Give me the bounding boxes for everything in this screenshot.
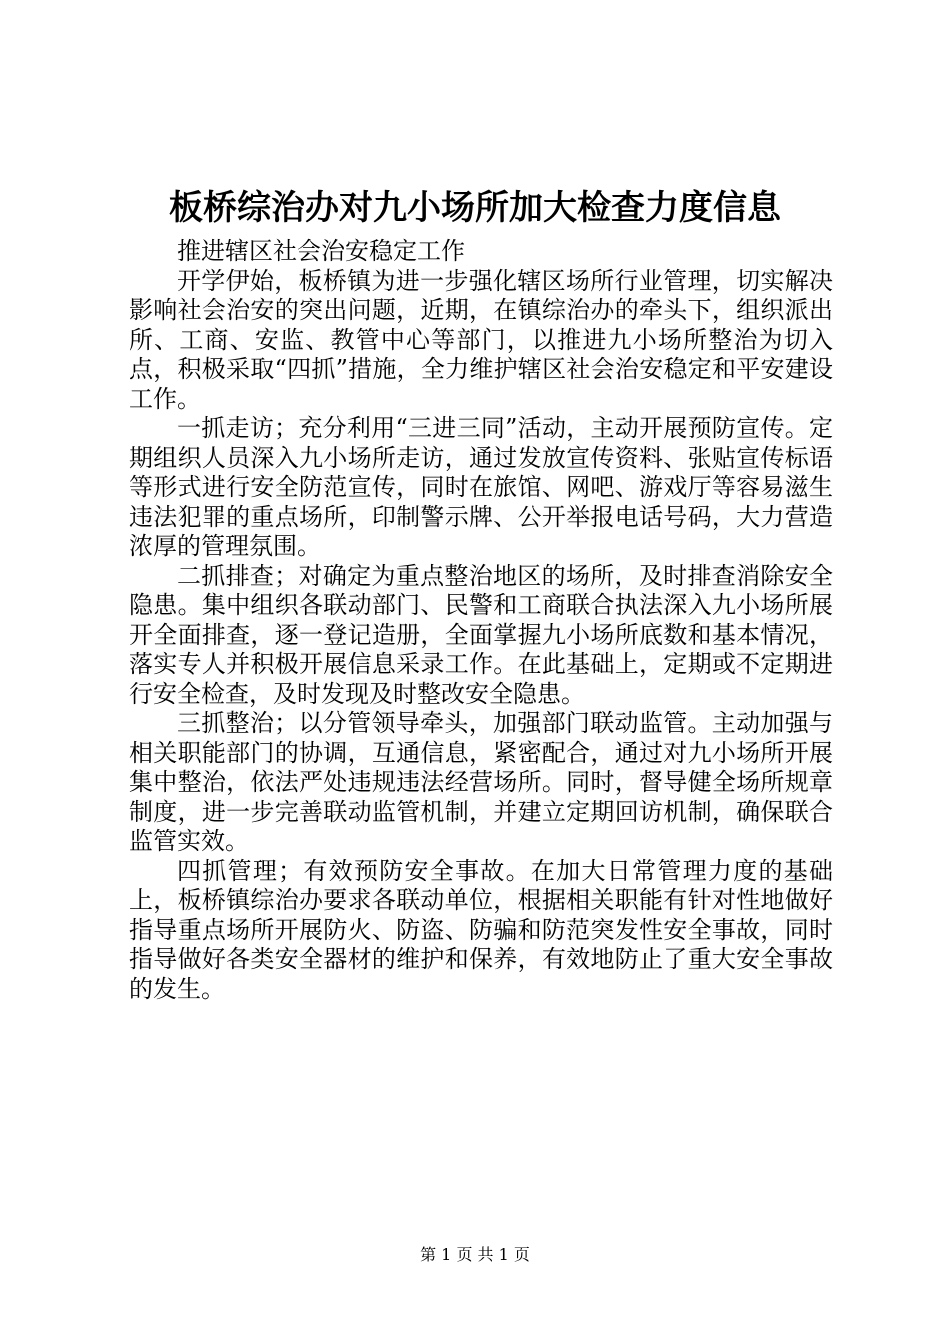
page-footer: 第 1 页 共 1 页 bbox=[420, 1245, 530, 1264]
document-title: 板桥综治办对九小场所加大检查力度信息 bbox=[169, 188, 781, 228]
paragraph-management: 四抓管理；有效预防安全事故。在加大日常管理力度的基础上，板桥镇综治办要求各联动单位，根据相关职能有针对性地做好指导重点场所开展防火、防盗、防骗和防范突发性安全事故，同时指导做好各类安全器材的维护和保养，有效地防止了重大安全事故的发生。 bbox=[129, 856, 833, 1003]
document-subtitle: 推进辖区社会治安稳定工作 bbox=[177, 237, 465, 265]
paragraph-visit: 一抓走访；充分利用“三进三同”活动，主动开展预防宣传。定期组织人员深入九小场所走访，通过发放宣传资料、张贴宣传标语等形式进行安全防范宣传，同时在旅馆、网吧、游戏厅等容易滋生违法犯罪的重点场所，印制警示牌、公开举报电话号码，大力营造浓厚的管理氛围。 bbox=[129, 414, 833, 560]
paragraph-intro: 开学伊始，板桥镇为进一步强化辖区场所行业管理，切实解决影响社会治安的突出问题，近期，在镇综治办的牵头下，组织派出所、工商、安监、教管中心等部门，以推进九小场所整治为切入点，积极采取“四抓”措施，全力维护辖区社会治安稳定和平安建设工作。 bbox=[129, 266, 833, 413]
paragraph-rectification: 三抓整治；以分管领导牵头，加强部门联动监管。主动加强与相关职能部门的协调，互通信息，紧密配合，通过对九小场所开展集中整治，依法严处违规违法经营场所。同时，督导健全场所规章制度，进一步完善联动监管机制，并建立定期回访机制，确保联合监管实效。 bbox=[129, 709, 833, 855]
document-body bbox=[129, 237, 833, 1004]
paragraph-inspection: 二抓排查；对确定为重点整治地区的场所，及时排查消除安全隐患。集中组织各联动部门、民警和工商联合执法深入九小场所展开全面排查，逐一登记造册，全面掌握九小场所底数和基本情况，落实专人并积极开展信息采录工作。在此基础上，定期或不定期进行安全检查，及时发现及时整改安全隐患。 bbox=[129, 561, 833, 708]
